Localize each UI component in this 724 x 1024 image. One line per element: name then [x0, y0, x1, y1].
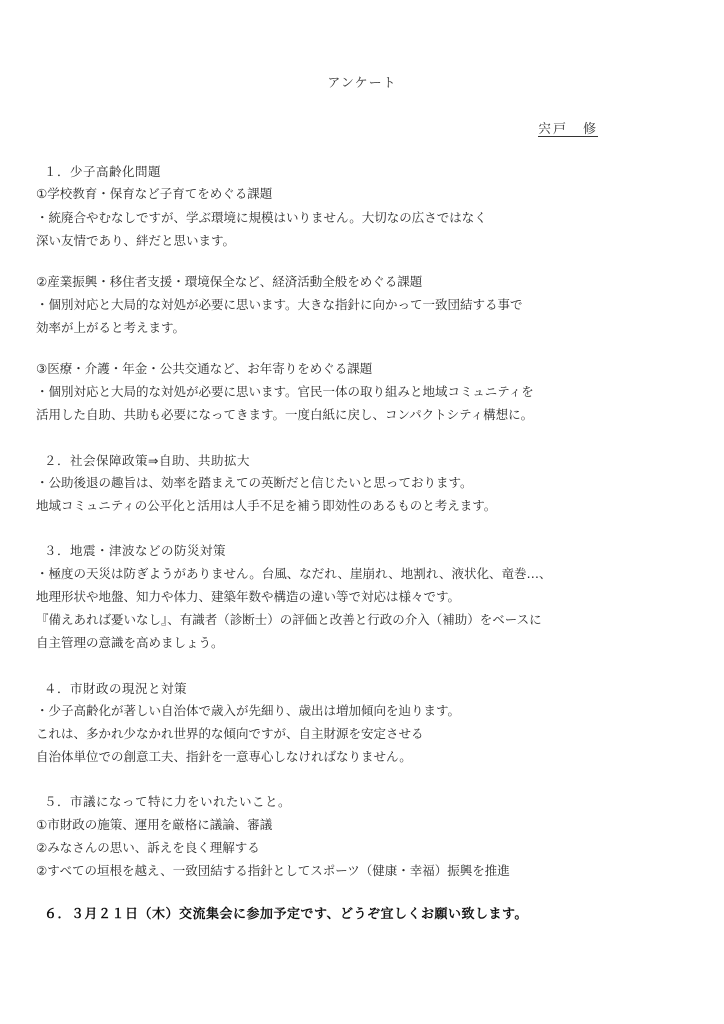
- section-line: ②産業振興・移住者支援・環境保全など、経済活動全般をめぐる課題: [36, 274, 423, 289]
- section-line: 自治体単位での創意工夫、指針を一意専心しなければなりません。: [36, 749, 412, 764]
- section-line: 活用した自助、共助も必要になってきます。一度白紙に戻し、コンパクトシティ構想に。: [36, 407, 534, 422]
- section-line: ③医療・介護・年金・公共交通など、お年寄りをめぐる課題: [36, 361, 373, 376]
- closing-statement: ６．３月２１日（木）交流集会に参加予定です、どうぞ宜しくお願い致します。: [44, 907, 528, 922]
- section-line: ・公助後退の趣旨は、効率を踏まえての英断だと信じたいと思っております。: [36, 475, 473, 490]
- section-line: ・少子高齢化が著しい自治体で歳入が先細り、歳出は増加傾向を辿ります。: [36, 703, 461, 718]
- section-line: ・個別対応と大局的な対処が必要に思います。大きな指針に向かって一致団結する事で: [36, 297, 523, 312]
- section-line: 自主管理の意識を高めましょう。: [36, 635, 224, 650]
- section-line: 効率が上がると考えます。: [36, 320, 186, 335]
- section-line: ②すべての垣根を越え、一致団結する指針としてスポーツ（健康・幸福）振興を推進: [36, 863, 510, 878]
- section-line: 『備えあれば憂いなし』、有識者（診断士）の評価と改善と行政の介入（補助）をベースに: [36, 612, 542, 627]
- section-line: ・個別対応と大局的な対処が必要に思います。官民一体の取り組みと地域コミュニティを: [36, 384, 534, 399]
- section-line: ①学校教育・保育など子育てをめぐる課題: [36, 186, 273, 201]
- section-heading: ４．市財政の現況と対策: [44, 681, 188, 696]
- section-heading: １．少子高齢化問題: [44, 164, 162, 179]
- section-heading: ３．地震・津波などの防災対策: [44, 543, 227, 558]
- document-title: アンケート: [327, 76, 397, 91]
- section-line: ・統廃合やむなしですが、学ぶ環境に規模はいりません。大切なの広さではなく: [36, 210, 487, 225]
- section-line: ・極度の天災は防ぎようがありません。台風、なだれ、崖崩れ、地割れ、液状化、竜巻…、: [36, 566, 552, 581]
- section-line: 深い友情であり、絆だと思います。: [36, 233, 236, 248]
- section-line: ②みなさんの思い、訴えを良く理解する: [36, 840, 260, 855]
- section-heading: ５．市議になって特に力をいれたいこと。: [44, 794, 292, 809]
- author-name: 宍戸 修: [538, 122, 599, 137]
- section-line: ①市財政の施策、運用を厳格に議論、審議: [36, 817, 273, 832]
- section-heading: ２．社会保障政策⇒自助、共助拡大: [44, 453, 250, 468]
- section-line: 地域コミュニティの公平化と活用は人手不足を補う即効性のあるものと考えます。: [36, 498, 497, 513]
- section-line: これは、多かれ少なかれ世界的な傾向ですが、自主財源を安定させる: [36, 726, 424, 741]
- section-line: 地理形状や地盤、知力や体力、建築年数や構造の違い等で対応は様々です。: [36, 589, 461, 604]
